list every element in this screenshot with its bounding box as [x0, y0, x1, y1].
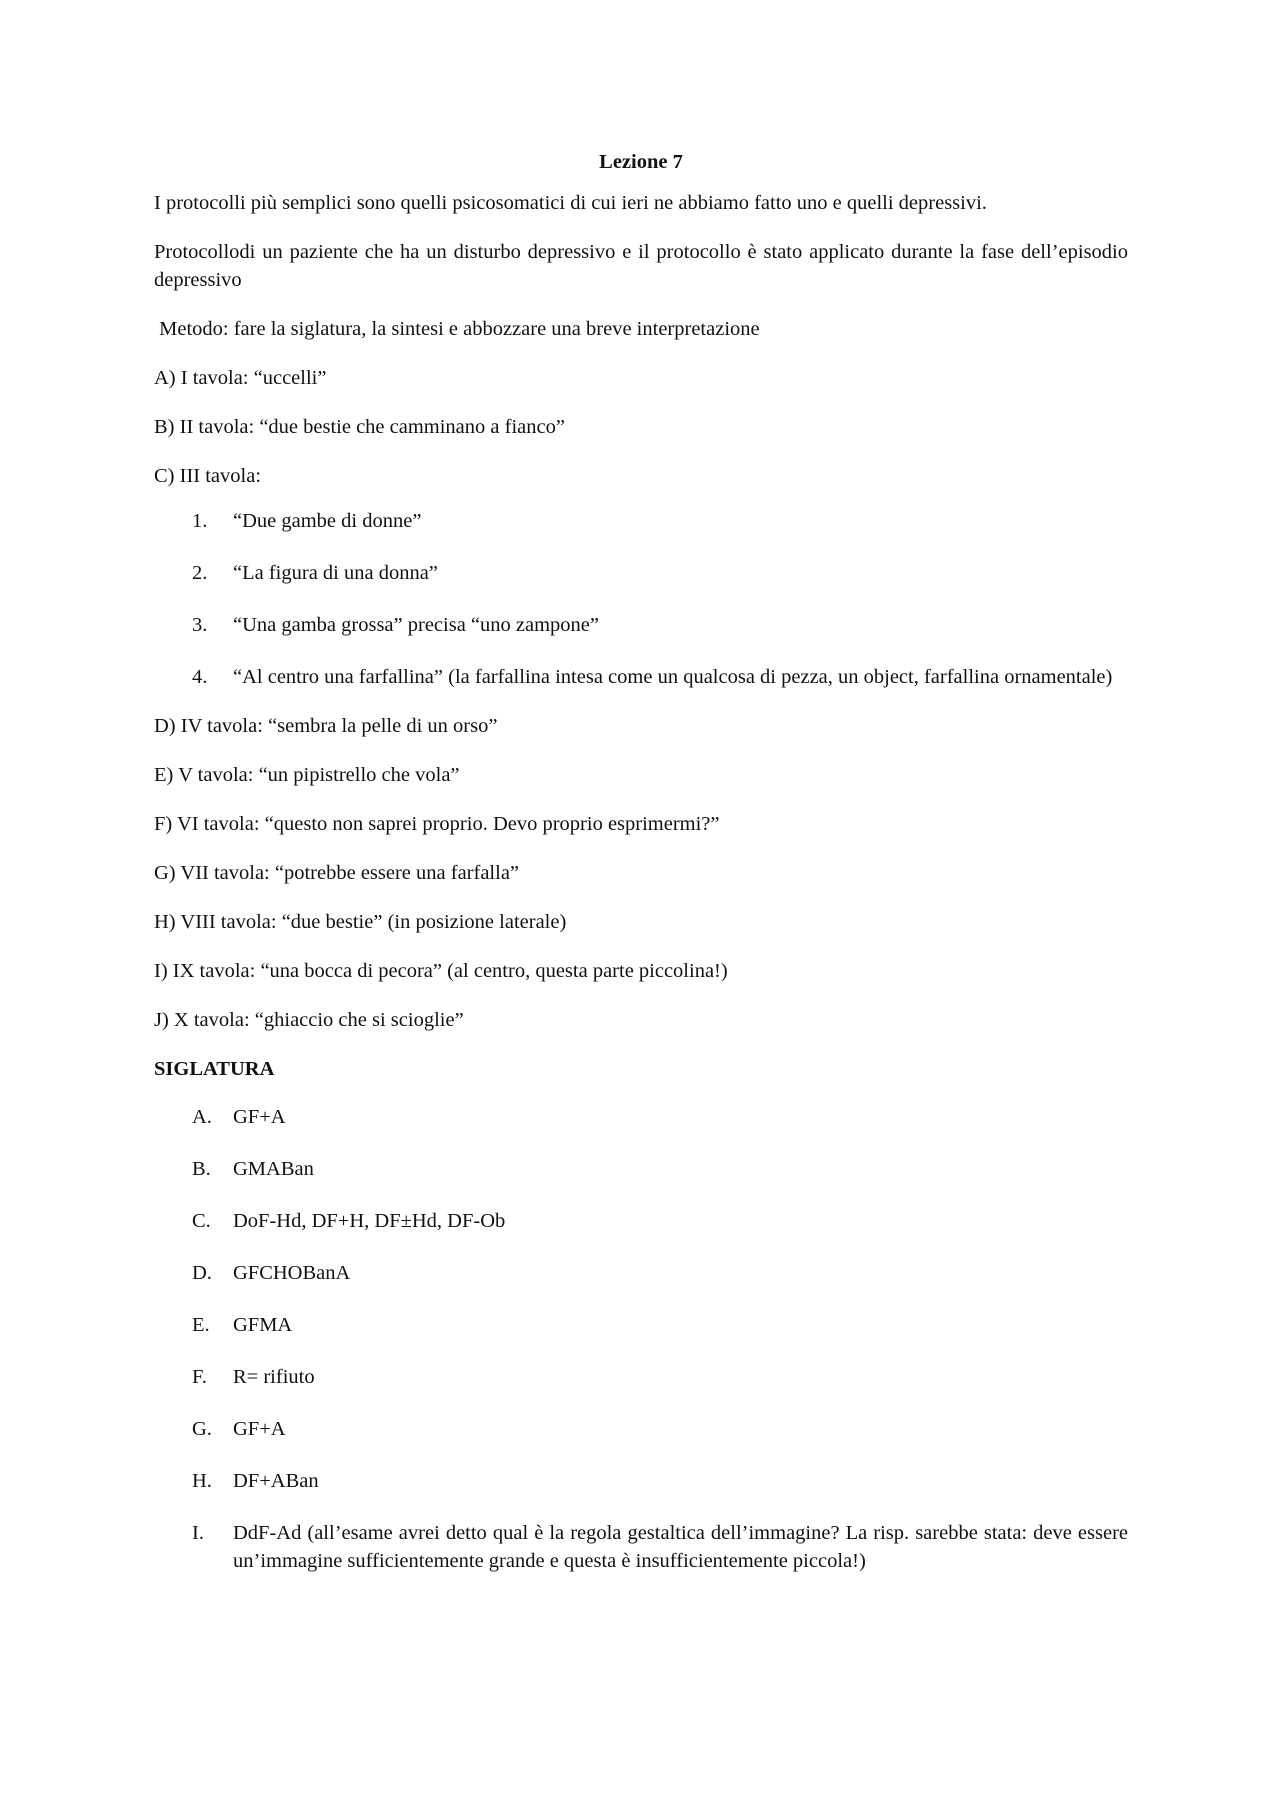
- list-item-text: GMABan: [233, 1158, 314, 1180]
- list-item: [154, 1207, 1128, 1235]
- list-item: [154, 1519, 1128, 1575]
- siglatura-heading: SIGLATURA: [154, 1058, 275, 1080]
- tavola-line-b: B) II tavola: “due bestie che camminano a fianco”: [154, 416, 565, 438]
- list-item-text: DdF-Ad (all’esame avrei detto qual è la regola gestaltica dell’immagine? La risp. sarebbe stata: deve essere un’immagine sufficientemente grande e questa è insufficientemente piccola!): [233, 1522, 1128, 1572]
- list-item-text: GFMA: [233, 1314, 293, 1336]
- list-item-text: GF+A: [233, 1106, 286, 1128]
- list-item-text: DoF-Hd, DF+H, DF±Hd, DF-Ob: [233, 1210, 506, 1232]
- list-item: [154, 1363, 1128, 1391]
- list-item: [154, 611, 1128, 639]
- page-title: Lezione 7: [599, 151, 683, 173]
- intro-paragraph-2: Protocollodi un paziente che ha un disturbo depressivo e il protocollo è stato applicato durante la fase dell’episodio depressivo: [154, 241, 1128, 291]
- tavola-line-c: C) III tavola:: [154, 465, 262, 487]
- list-marker: B.: [192, 1158, 211, 1180]
- list-marker: 1.: [192, 510, 208, 532]
- list-item: [154, 1155, 1128, 1183]
- tavola-line-e: E) V tavola: “un pipistrello che vola”: [154, 764, 460, 786]
- list-marker: F.: [192, 1366, 207, 1388]
- tavola-iii-list: [154, 507, 1128, 691]
- list-marker: 2.: [192, 562, 208, 584]
- tavola-line-d: D) IV tavola: “sembra la pelle di un orso”: [154, 715, 498, 737]
- tavola-line-h: H) VIII tavola: “due bestie” (in posizione laterale): [154, 911, 567, 933]
- tavola-line-j: J) X tavola: “ghiaccio che si scioglie”: [154, 1009, 464, 1031]
- intro-paragraph-1: I protocolli più semplici sono quelli psicosomatici di cui ieri ne abbiamo fatto uno e quelli depressivi.: [154, 192, 987, 214]
- list-marker: E.: [192, 1314, 210, 1336]
- list-marker: I.: [192, 1522, 204, 1544]
- list-item-text: “Una gamba grossa” precisa “uno zampone”: [233, 614, 599, 636]
- list-marker: 4.: [192, 666, 208, 688]
- list-marker: H.: [192, 1470, 212, 1492]
- list-item: [154, 559, 1128, 587]
- list-marker: A.: [192, 1106, 212, 1128]
- list-item-text: “Due gambe di donne”: [233, 510, 422, 532]
- tavola-line-g: G) VII tavola: “potrebbe essere una farfalla”: [154, 862, 520, 884]
- list-marker: C.: [192, 1210, 211, 1232]
- tavola-line-a: A) I tavola: “uccelli”: [154, 367, 327, 389]
- list-marker: G.: [192, 1418, 212, 1440]
- list-item: [154, 1311, 1128, 1339]
- list-item: [154, 1415, 1128, 1443]
- list-item-text: “La figura di una donna”: [233, 562, 438, 584]
- list-item: [154, 663, 1128, 691]
- tavola-line-i: I) IX tavola: “una bocca di pecora” (al centro, questa parte piccolina!): [154, 960, 728, 982]
- intro-paragraph-3: Metodo: fare la siglatura, la sintesi e abbozzare una breve interpretazione: [154, 318, 760, 340]
- list-marker: 3.: [192, 614, 208, 636]
- list-item-text: DF+ABan: [233, 1470, 319, 1492]
- document-page: [154, 148, 1128, 1599]
- list-item: [154, 1259, 1128, 1287]
- list-item: [154, 1467, 1128, 1495]
- siglatura-list: [154, 1103, 1128, 1575]
- tavola-line-f: F) VI tavola: “questo non saprei proprio. Devo proprio esprimermi?”: [154, 813, 720, 835]
- list-marker: D.: [192, 1262, 212, 1284]
- list-item: [154, 507, 1128, 535]
- list-item-text: GFCHOBanA: [233, 1262, 351, 1284]
- list-item-text: R= rifiuto: [233, 1366, 315, 1388]
- list-item: [154, 1103, 1128, 1131]
- list-item-text: “Al centro una farfallina” (la farfallina intesa come un qualcosa di pezza, un object, farfallina ornamentale): [233, 666, 1113, 688]
- list-item-text: GF+A: [233, 1418, 286, 1440]
